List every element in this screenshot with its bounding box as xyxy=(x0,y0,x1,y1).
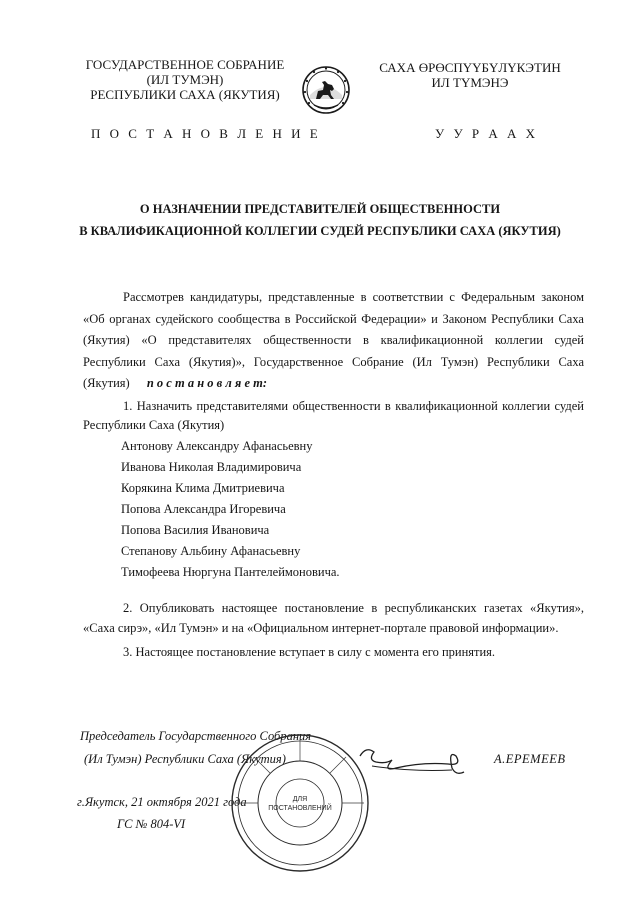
doc-type-sakha: У У Р А А Х xyxy=(435,126,539,141)
decree-word: п о с т а н о в л я е т: xyxy=(146,376,268,390)
document-number: ГС № 804-VI xyxy=(117,817,186,831)
list-item: Степанову Альбину Афанасьевну xyxy=(121,544,301,558)
list-item: Иванова Николая Владимировича xyxy=(121,460,302,474)
signatory-name: А.ЕРЕМЕЕВ xyxy=(494,752,566,766)
list-item: Попова Василия Ивановича xyxy=(121,523,270,537)
item-3-text: 3. Настоящее постановление вступает в силу с момента его принятия. xyxy=(123,645,496,659)
header-left xyxy=(80,57,290,102)
list-item: Тимофеева Нюргуна Пантелеймоновича. xyxy=(121,565,340,579)
header-right-line: САХА ӨРӨСПҮҮБҮЛҮКЭТИН xyxy=(379,60,561,75)
list-item: Попова Александра Игоревича xyxy=(121,502,286,516)
document-title-line1: О НАЗНАЧЕНИИ ПРЕДСТАВИТЕЛЕЙ ОБЩЕСТВЕННОСТИ xyxy=(139,202,501,216)
stamp-center-line2: ПОСТАНОВЛЕНИЙ xyxy=(268,805,332,812)
item-1-text: 1. Назначить представителями общественности в квалификационной коллегии судей Республики Саха (Якутия) xyxy=(83,399,584,432)
names-list xyxy=(121,438,340,580)
header-left-line: ГОСУДАРСТВЕННОЕ СОБРАНИЕ xyxy=(85,57,285,72)
doc-type-ru: П О С Т А Н О В Л Е Н И Е xyxy=(91,126,321,141)
header-right-line: ИЛ ТҮМЭНЭ xyxy=(431,75,509,90)
header-left-line: РЕСПУБЛИКИ САХА (ЯКУТИЯ) xyxy=(90,87,280,102)
place-and-date: г.Якутск, 21 октября 2021 года xyxy=(77,795,247,809)
signature-position-line2: (Ил Тумэн) Республики Саха (Якутия) xyxy=(84,752,286,766)
coat-of-arms-emblem xyxy=(301,65,351,115)
header-right xyxy=(370,60,570,90)
document-title-line2: В КВАЛИФИКАЦИОННОЙ КОЛЛЕГИИ СУДЕЙ РЕСПУБЛИКИ САХА (ЯКУТИЯ) xyxy=(79,224,561,238)
item-2-text: 2. Опубликовать настоящее постановление в республиканских газетах «Якутия», «Саха сирэ», «Ил Тумэн» и на «Официальном интернет-портале правовой информации». xyxy=(83,601,584,635)
preamble-paragraph xyxy=(83,287,584,395)
list-item: Корякина Клима Дмитриевича xyxy=(121,481,285,495)
list-item: Антонову Александру Афанасьевну xyxy=(121,439,313,453)
signature-position-line1: Председатель Государственного Собрания xyxy=(80,729,312,743)
official-stamp xyxy=(229,732,371,874)
stamp-center-line1: ДЛЯ xyxy=(292,796,308,803)
preamble-text: Рассмотрев кандидатуры, представленные в соответствии с Федеральным законом «Об органах судейского сообщества в Российской Федерации» и Законом Республики Саха (Якутия) «О представителях общественности в квалификационной коллегии судей Республики Саха (Якутия)», Государственное Собрание (Ил Тумэн) Республики Саха (Якутия) xyxy=(83,290,584,390)
header-left-line: (ИЛ ТУМЭН) xyxy=(146,72,224,87)
